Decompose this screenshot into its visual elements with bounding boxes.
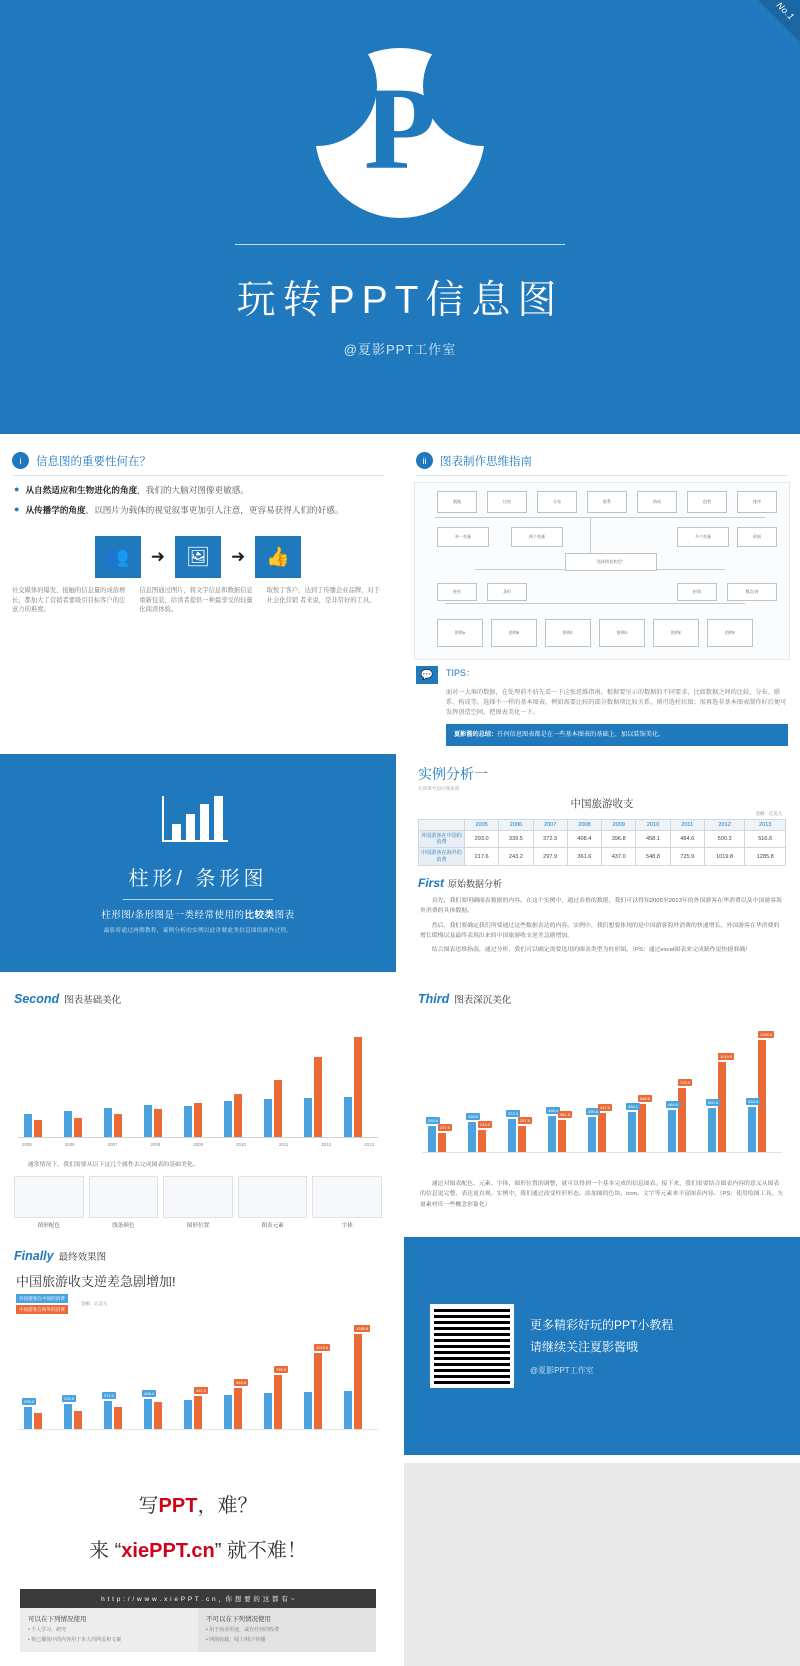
caption-row bbox=[0, 578, 396, 625]
thumbnail bbox=[238, 1176, 308, 1229]
column-header: 2012 bbox=[704, 819, 745, 830]
logo-mark-icon bbox=[315, 48, 485, 218]
thumbnail-label: 线条颜色 bbox=[112, 1223, 135, 1230]
description: 通过对图表配色、元素、字体、图形位置的调整，就可以得到一个基本完成的信息图表。接下来，我们需要结合图表内容的意义从图表的信息更完整、表达更直观。实例中，我们通过改变柱形形态，添加图的色块、icon、文字等元素来丰富图表内容。（PS：使用绘图工具、矢量素材库一些概念形象化） bbox=[420, 1180, 784, 1208]
slide-promo bbox=[0, 1463, 396, 1666]
promo-line2-red: xiePPT.cn bbox=[121, 1540, 215, 1563]
column-header bbox=[419, 819, 465, 830]
section-title: 柱形/ 条形图 bbox=[128, 867, 268, 890]
table-cell: 396.8 bbox=[602, 830, 636, 848]
section-line1-post: 图表 bbox=[274, 909, 295, 921]
slide-row-1 bbox=[0, 434, 800, 746]
arrow-right-icon: ➜ bbox=[231, 546, 246, 566]
slide-header bbox=[0, 442, 396, 475]
table-cell: 516.6 bbox=[745, 830, 786, 848]
empty-area bbox=[404, 1463, 800, 1666]
bullet-list bbox=[0, 476, 396, 528]
data-label: 1285.8 bbox=[356, 1326, 369, 1332]
table-cell: 297.9 bbox=[533, 848, 567, 866]
subsection-title: 原始数据分析 bbox=[448, 879, 503, 890]
arrow-right-icon: ➜ bbox=[150, 546, 165, 566]
chart-second bbox=[18, 1018, 378, 1147]
x-tick: 2011 bbox=[278, 1141, 289, 1147]
slide-header bbox=[0, 1237, 396, 1265]
list-item bbox=[14, 484, 382, 497]
table-cell: 339.5 bbox=[499, 830, 533, 848]
chart-third bbox=[422, 1018, 782, 1153]
caption-text: 信息图通过图片，将文字信息和数据信息重新包装，给读者提供一种最享受的轻量化阅读体验。 bbox=[139, 586, 253, 614]
bullet-dot-icon: ● bbox=[14, 484, 20, 494]
tips-note-title: 夏影酱的总结： bbox=[454, 730, 498, 738]
cover-subtitle: @夏影PPT工作室 bbox=[343, 342, 457, 357]
column-header: 2006 bbox=[499, 819, 533, 830]
badge-icon: i bbox=[12, 452, 29, 469]
slide-index: Third bbox=[418, 991, 450, 1006]
cover-title: 玩转PPT信息图 bbox=[236, 279, 564, 322]
x-axis-labels bbox=[18, 1142, 378, 1147]
table-cell: 408.4 bbox=[567, 830, 601, 848]
table-cell: 458.1 bbox=[636, 830, 670, 848]
paragraph: 然后，我们要确定我们所要通过这些数据表达的内容。实例中，我们想要体现的是中国游客海外消费的快速增长、外国游客在华消费的增长缓慢以及最终表现出来的中国旅游收支逆差急剧增加。 bbox=[420, 922, 780, 940]
chart-finally bbox=[18, 1320, 378, 1430]
thumbnail bbox=[163, 1176, 233, 1229]
data-label: 408.4 bbox=[144, 1391, 155, 1397]
mindmap-diagram: 数据 比较 分布 联系 构成 趋势 排序 单一变量 两个变量 选择图表类型？ 多个变量 时间 柱形 条形 折线 散点/饼 图例A 图例B 图例C 图例D 图例E 图例F bbox=[414, 482, 790, 660]
data-label: 372.3 bbox=[508, 1110, 519, 1116]
slide-header bbox=[404, 442, 800, 475]
promo-forbidden-item: • 网络转载、线上/线下传播 bbox=[206, 1636, 266, 1643]
thumbnail-image bbox=[14, 1176, 84, 1218]
brand-logo bbox=[0, 48, 800, 358]
data-label: 243.2 bbox=[480, 1121, 491, 1127]
headline: 中国旅游收支逆差急剧增加! bbox=[16, 1274, 176, 1290]
slide-mindmap bbox=[404, 442, 800, 746]
table-cell: 1019.8 bbox=[704, 848, 745, 866]
data-label: 1019.8 bbox=[720, 1053, 733, 1059]
promo-forbidden bbox=[198, 1608, 376, 1652]
thumbnail-image bbox=[163, 1176, 233, 1218]
chart-legend bbox=[0, 1290, 396, 1314]
column-header: 2011 bbox=[670, 819, 704, 830]
slide-title: 最终效果图 bbox=[58, 1252, 107, 1264]
slide-index: Second bbox=[14, 991, 60, 1006]
data-label: 293.0 bbox=[24, 1399, 35, 1405]
image-chart-icon: 🖼 bbox=[175, 536, 221, 578]
data-label: 437.0 bbox=[600, 1104, 611, 1110]
table-title: 中国旅游收支 bbox=[570, 797, 634, 810]
table-cell: 1285.8 bbox=[745, 848, 786, 866]
x-tick: 2008 bbox=[150, 1141, 161, 1147]
table-cell: 243.2 bbox=[499, 848, 533, 866]
section-line1-strong: 比较类 bbox=[244, 909, 275, 921]
slide-row-2 bbox=[0, 746, 800, 972]
logo-letter: P bbox=[363, 63, 437, 194]
promo-forbidden-title: 不可以在下列情况使用 bbox=[206, 1616, 271, 1624]
slide-header bbox=[0, 980, 396, 1008]
x-tick: 2007 bbox=[107, 1141, 118, 1147]
qr-line1: 更多精彩好玩的PPT小教程 bbox=[530, 1317, 674, 1332]
bullet-dot-icon: ● bbox=[14, 503, 20, 514]
table-row bbox=[419, 848, 786, 866]
thumbnail-label: 图表元素 bbox=[261, 1223, 284, 1230]
thumbnail bbox=[89, 1176, 159, 1229]
data-label: 484.6 bbox=[668, 1101, 679, 1107]
promo-url-bar: h t t p : / / w w w . x i e P P T . c n ，你 想 要 的 这 都 有 ~ bbox=[20, 1589, 376, 1608]
promo-line1-a: 写 bbox=[138, 1495, 159, 1518]
table-header-row bbox=[419, 819, 786, 830]
table-unit: 金额：亿美元 bbox=[755, 810, 782, 816]
subsection-index: First bbox=[418, 876, 445, 891]
column-header: 2008 bbox=[567, 819, 601, 830]
thumbnail-label: 字体 bbox=[341, 1223, 353, 1230]
promo-terms bbox=[20, 1608, 376, 1652]
promo-line2 bbox=[0, 1534, 396, 1563]
legend-item-blue: 外国游客在中国的消费 bbox=[16, 1294, 68, 1303]
badge-icon: ii bbox=[416, 452, 433, 469]
data-label: 458.1 bbox=[628, 1103, 639, 1109]
x-tick: 2013 bbox=[364, 1141, 374, 1147]
promo-line1 bbox=[0, 1489, 396, 1518]
row-header: 中国游客在海外的消费 bbox=[419, 848, 465, 866]
section-line1 bbox=[101, 907, 294, 921]
social-media-icon: 👥 bbox=[95, 536, 141, 578]
divider bbox=[123, 899, 273, 900]
data-label: 500.3 bbox=[708, 1099, 719, 1105]
data-label: 217.6 bbox=[440, 1124, 451, 1130]
data-label: 361.6 bbox=[560, 1111, 571, 1117]
promo-line1-b: ，难？ bbox=[197, 1495, 258, 1518]
x-tick: 2009 bbox=[193, 1141, 204, 1147]
slide-second bbox=[0, 980, 396, 1230]
qr-subtitle: @夏影PPT工作室 bbox=[530, 1366, 594, 1376]
table-cell: 548.8 bbox=[636, 848, 670, 866]
header-divider bbox=[416, 475, 788, 476]
thumbnail-label: 图形配色 bbox=[37, 1223, 60, 1230]
table-cell: 217.6 bbox=[465, 848, 499, 866]
slide-title: 信息图的重要性何在？ bbox=[36, 455, 151, 468]
x-tick: 2012 bbox=[321, 1141, 332, 1147]
data-label: 725.9 bbox=[276, 1367, 287, 1373]
bullet-strong: 从自然适应和生物进化的角度 bbox=[25, 485, 138, 495]
slide-index: Finally bbox=[14, 1249, 54, 1264]
icon-flow bbox=[0, 536, 396, 578]
data-label: 548.8 bbox=[236, 1380, 247, 1386]
column-header: 2010 bbox=[636, 819, 670, 830]
corner-ribbon-label: No.1 bbox=[774, 0, 797, 22]
table-cell: 500.3 bbox=[704, 830, 745, 848]
thumbnail bbox=[14, 1176, 84, 1229]
legend-unit: 金额：亿美元 bbox=[80, 1301, 108, 1307]
section-content bbox=[0, 754, 396, 972]
x-tick: 2010 bbox=[236, 1141, 246, 1147]
section-line2: 最影将通过两期教程，案例分析的实例以此讲解此类信息图的制作过程。 bbox=[103, 927, 293, 934]
data-label: 396.8 bbox=[588, 1108, 599, 1114]
speech-bubble-icon: 💬 bbox=[416, 666, 438, 684]
thumbnail-row bbox=[0, 1170, 396, 1229]
thumbnail-image bbox=[89, 1176, 159, 1218]
thumbnail bbox=[312, 1176, 382, 1229]
data-label: 548.8 bbox=[640, 1095, 651, 1101]
tips-note-body: 任何信息图表都是在一些基本图表的基础上，加以装饰美化。 bbox=[497, 730, 665, 738]
thumbnail-label: 图形位置 bbox=[186, 1223, 210, 1230]
slide-row-5 bbox=[0, 1455, 800, 1666]
cover-slide bbox=[0, 0, 800, 434]
data-label: 437.0 bbox=[196, 1388, 207, 1394]
table-cell: 372.3 bbox=[533, 830, 567, 848]
column-header: 2009 bbox=[602, 819, 636, 830]
paragraph: 结合图表思维指南，通过分析，我们可以确定需要选用的图表类型为柱形图。（PS：通过excel图表来完成制作更快捷准确） bbox=[431, 947, 751, 954]
data-label: 725.9 bbox=[680, 1079, 691, 1085]
divider bbox=[235, 244, 565, 245]
caption-text: 取悦了客户，达到了传播企业品牌，对于社会化营销 者来说，是非常好的工具。 bbox=[266, 586, 380, 604]
data-label: 339.5 bbox=[64, 1396, 75, 1402]
bar-chart-icon bbox=[162, 792, 234, 850]
promo-line1-red: PPT bbox=[158, 1495, 198, 1518]
x-tick: 2005 bbox=[22, 1141, 32, 1147]
table-cell: 361.6 bbox=[567, 848, 601, 866]
slide-subtitle: 实例摹考知识搜索图 bbox=[418, 785, 460, 791]
paragraph: 首先，我们要明确图表数据的内容。在这个实例中，通过表格的数据，我们可以得知2005至2013年的外国游客在华消费以及中国游客海外消费的具体数据。 bbox=[420, 898, 782, 915]
slide-title: 图表制作思维指南 bbox=[440, 455, 532, 468]
thumbnail-image bbox=[238, 1176, 308, 1218]
column-header: 2013 bbox=[745, 819, 786, 830]
promo-allowed-item: • 将已播放中的内容用于本人的网页和文案 bbox=[28, 1636, 122, 1643]
slide-qr bbox=[404, 1237, 800, 1455]
qr-content bbox=[404, 1237, 800, 1455]
data-label: 516.6 bbox=[748, 1098, 759, 1104]
section-line1-pre: 柱形图/条形图是一类经常使用的 bbox=[101, 909, 245, 921]
slide-finally bbox=[0, 1237, 396, 1455]
bullet-rest: ，以图片为载体的视觉叙事更加引人注意，更容易获得人们的好感。 bbox=[85, 504, 344, 515]
case-header bbox=[404, 754, 800, 792]
x-tick: 2006 bbox=[64, 1141, 75, 1147]
data-label: 1019.8 bbox=[316, 1345, 329, 1351]
tips-body: 面对一大堆的数据，在处理前不妨先看一下这张思维指南。根据要呈示的数据的不同要求，比如数据之间的比较、分布、联系、构成等，选择不一样的基本图表。例如需要比较的部分数据项比较关系，则可选柱状图；需再选非基本图表制作好后便可发挥创造空间，把图表美化一下。 bbox=[446, 689, 787, 716]
promo-forbidden-item: • 用于商业用途，或在任何的收费 bbox=[206, 1627, 280, 1634]
table-cell: 725.9 bbox=[670, 848, 704, 866]
promo-allowed-item: • 个人学习、研究 bbox=[28, 1627, 67, 1634]
promo-allowed-title: 可以在下列情况使用 bbox=[28, 1616, 87, 1624]
thumbs-up-icon: 👍 bbox=[255, 536, 301, 578]
table-cell: 437.0 bbox=[602, 848, 636, 866]
subsection-header bbox=[404, 866, 800, 892]
slide-header bbox=[404, 980, 800, 1008]
data-table bbox=[418, 819, 786, 866]
data-label: 408.4 bbox=[548, 1107, 559, 1113]
slide-title: 实例分析一 bbox=[418, 765, 488, 782]
slide-row-3 bbox=[0, 972, 800, 1230]
row-header: 外国游客在中国的消费 bbox=[419, 830, 465, 848]
slide-importance bbox=[0, 442, 396, 746]
column-header: 2007 bbox=[533, 819, 567, 830]
slide-case-analysis bbox=[404, 754, 800, 972]
list-item bbox=[14, 504, 382, 517]
qr-line2: 请继续关注夏影酱哦 bbox=[530, 1339, 639, 1354]
table-cell: 293.0 bbox=[465, 830, 499, 848]
qr-text bbox=[530, 1314, 673, 1379]
table-cell: 484.6 bbox=[670, 830, 704, 848]
description: 通常情况下，我们需要从以下这几个属性去完成图表的基础美化。 bbox=[27, 1161, 199, 1168]
slide-section-bar bbox=[0, 754, 396, 972]
tips-block bbox=[404, 660, 800, 684]
slide-row-4 bbox=[0, 1229, 800, 1455]
qr-code[interactable] bbox=[430, 1304, 514, 1388]
slide-third bbox=[404, 980, 800, 1230]
column-header: 2005 bbox=[465, 819, 499, 830]
bullet-strong: 从传播学的角度 bbox=[25, 504, 86, 515]
caption-text: 社交媒体的爆发，接触的信息量的成倍增长，都加大了营销者要吸引目标客户的注意力的难度。 bbox=[12, 586, 126, 614]
table-row bbox=[419, 830, 786, 848]
bullet-rest: ，我们的大脑对图像更敏感。 bbox=[137, 485, 249, 495]
data-label: 297.9 bbox=[520, 1117, 531, 1123]
tips-note bbox=[446, 724, 788, 746]
thumbnail-image bbox=[312, 1176, 382, 1218]
slide-title: 图表深沉美化 bbox=[454, 994, 512, 1006]
slide-title: 图表基础美化 bbox=[64, 994, 122, 1006]
promo-allowed bbox=[20, 1608, 198, 1652]
data-label: 372.3 bbox=[104, 1393, 115, 1399]
tips-label: TIPS： bbox=[446, 668, 476, 678]
legend-item-orange: 中国游客在海外的消费 bbox=[16, 1305, 68, 1314]
data-label: 339.5 bbox=[468, 1113, 479, 1119]
data-label: 1285.8 bbox=[760, 1031, 773, 1037]
promo-line2-a: 来 “ bbox=[89, 1540, 122, 1563]
data-label: 293.0 bbox=[428, 1117, 439, 1123]
promo-line2-b: ” 就不难！ bbox=[214, 1540, 307, 1563]
